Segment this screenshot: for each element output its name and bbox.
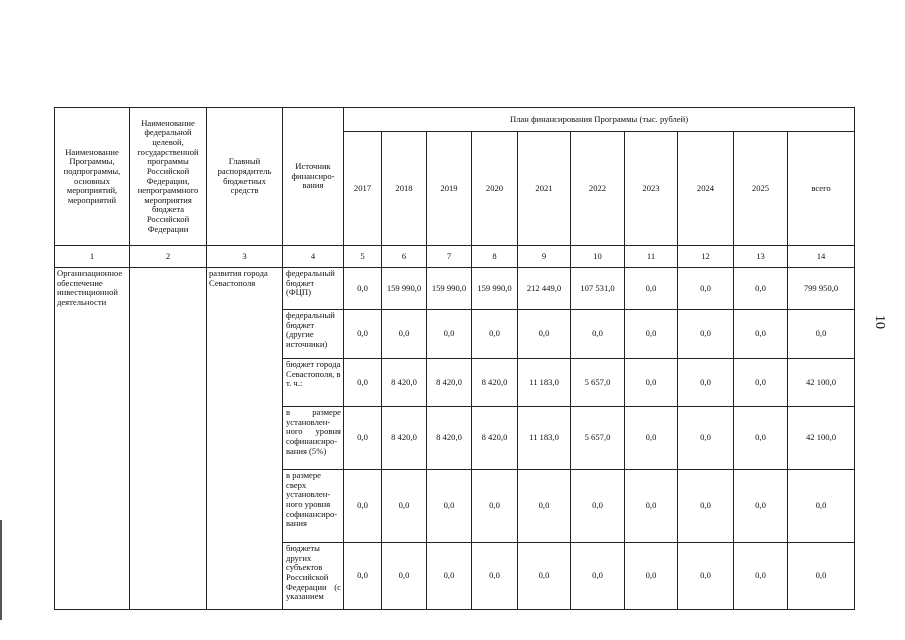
value-cell: 0,0 xyxy=(472,470,518,543)
header-year: 2025 xyxy=(734,132,788,246)
header-year: 2019 xyxy=(427,132,472,246)
column-number: 11 xyxy=(625,246,678,268)
value-cell: 11 183,0 xyxy=(518,359,571,407)
value-cell: 0,0 xyxy=(571,310,625,359)
header-year: 2024 xyxy=(678,132,734,246)
value-cell: 8 420,0 xyxy=(427,407,472,470)
value-cell: 0,0 xyxy=(678,407,734,470)
value-cell: 8 420,0 xyxy=(382,407,427,470)
page-number: 10 xyxy=(872,315,887,329)
source-cell: федеральный бюджет (ФЦП) xyxy=(283,268,344,310)
header-program-name: Наименование Программы, подпрограммы, основных мероприятий, мероприятий xyxy=(55,108,130,246)
column-number: 8 xyxy=(472,246,518,268)
header-year: 2021 xyxy=(518,132,571,246)
column-number: 7 xyxy=(427,246,472,268)
value-cell: 0,0 xyxy=(734,310,788,359)
value-cell: 0,0 xyxy=(734,470,788,543)
value-cell: 0,0 xyxy=(678,310,734,359)
value-cell: 0,0 xyxy=(518,470,571,543)
value-cell: 8 420,0 xyxy=(382,359,427,407)
column-number: 12 xyxy=(678,246,734,268)
column-number: 14 xyxy=(788,246,855,268)
value-cell: 0,0 xyxy=(625,407,678,470)
source-cell: бюджет города Севастополя, в т. ч.: xyxy=(283,359,344,407)
value-cell: 0,0 xyxy=(427,310,472,359)
value-cell: 5 657,0 xyxy=(571,407,625,470)
value-cell: 5 657,0 xyxy=(571,359,625,407)
value-cell: 11 183,0 xyxy=(518,407,571,470)
value-cell: 0,0 xyxy=(678,268,734,310)
value-cell: 0,0 xyxy=(344,470,382,543)
header-year: 2022 xyxy=(571,132,625,246)
value-cell: 0,0 xyxy=(678,543,734,610)
value-cell: 159 990,0 xyxy=(472,268,518,310)
value-cell: 0,0 xyxy=(734,407,788,470)
value-total-cell: 0,0 xyxy=(788,543,855,610)
header-federal-program: Наименование федеральной целевой, государственной программы Российской Федерации, непрограммного мероприятия бюджета Российской Федерации xyxy=(130,108,207,246)
column-number: 9 xyxy=(518,246,571,268)
value-total-cell: 0,0 xyxy=(788,310,855,359)
value-cell: 0,0 xyxy=(344,543,382,610)
distributor-cell: развития города Севастополя xyxy=(207,268,283,610)
column-number: 6 xyxy=(382,246,427,268)
value-cell: 0,0 xyxy=(382,543,427,610)
value-cell: 0,0 xyxy=(734,268,788,310)
header-total: всего xyxy=(788,132,855,246)
header-year: 2023 xyxy=(625,132,678,246)
value-cell: 159 990,0 xyxy=(427,268,472,310)
header-source: Источник финансиро-вания xyxy=(283,108,344,246)
scan-margin-mark xyxy=(0,520,2,620)
value-cell: 0,0 xyxy=(344,268,382,310)
source-cell: федеральный бюджет (другие источники) xyxy=(283,310,344,359)
value-cell: 0,0 xyxy=(518,543,571,610)
value-cell: 0,0 xyxy=(678,359,734,407)
column-number: 10 xyxy=(571,246,625,268)
program-name-cell: Организационное обеспечение инвестиционной деятельности xyxy=(55,268,130,610)
value-total-cell: 42 100,0 xyxy=(788,359,855,407)
value-total-cell: 0,0 xyxy=(788,470,855,543)
value-cell: 0,0 xyxy=(382,310,427,359)
value-cell: 0,0 xyxy=(625,310,678,359)
value-cell: 0,0 xyxy=(678,470,734,543)
value-cell: 0,0 xyxy=(571,470,625,543)
value-total-cell: 42 100,0 xyxy=(788,407,855,470)
table-row xyxy=(55,268,855,310)
value-cell: 0,0 xyxy=(344,407,382,470)
value-cell: 0,0 xyxy=(344,359,382,407)
value-cell: 0,0 xyxy=(625,359,678,407)
value-cell: 0,0 xyxy=(625,268,678,310)
column-number: 1 xyxy=(55,246,130,268)
value-cell: 8 420,0 xyxy=(427,359,472,407)
value-cell: 0,0 xyxy=(734,543,788,610)
value-cell: 0,0 xyxy=(382,470,427,543)
value-cell: 0,0 xyxy=(734,359,788,407)
value-cell: 0,0 xyxy=(571,543,625,610)
column-number: 3 xyxy=(207,246,283,268)
value-cell: 0,0 xyxy=(427,470,472,543)
header-year: 2018 xyxy=(382,132,427,246)
source-cell: в размере установлен-ного уровня софинансиро-вания (5%) xyxy=(283,407,344,470)
value-cell: 8 420,0 xyxy=(472,407,518,470)
value-cell: 0,0 xyxy=(518,310,571,359)
value-cell: 159 990,0 xyxy=(382,268,427,310)
header-year: 2020 xyxy=(472,132,518,246)
value-cell: 8 420,0 xyxy=(472,359,518,407)
value-cell: 0,0 xyxy=(472,543,518,610)
source-cell: бюджеты других субъектов Российской Федерации (с указанием xyxy=(283,543,344,610)
column-number-row xyxy=(55,246,855,268)
value-cell: 0,0 xyxy=(344,310,382,359)
value-cell: 0,0 xyxy=(472,310,518,359)
column-number: 4 xyxy=(283,246,344,268)
value-cell: 0,0 xyxy=(427,543,472,610)
value-cell: 212 449,0 xyxy=(518,268,571,310)
federal-program-cell xyxy=(130,268,207,610)
header-year: 2017 xyxy=(344,132,382,246)
header-distributor: Главный распорядитель бюджетных средств xyxy=(207,108,283,246)
value-cell: 0,0 xyxy=(625,470,678,543)
value-cell: 0,0 xyxy=(625,543,678,610)
value-total-cell: 799 950,0 xyxy=(788,268,855,310)
column-number: 2 xyxy=(130,246,207,268)
header-plan: План финансирования Программы (тыс. рублей) xyxy=(344,108,855,132)
financing-table xyxy=(54,107,855,610)
source-cell: в размере сверх установлен-ного уровня софинансиро-вания xyxy=(283,470,344,543)
column-number: 13 xyxy=(734,246,788,268)
column-number: 5 xyxy=(344,246,382,268)
value-cell: 107 531,0 xyxy=(571,268,625,310)
